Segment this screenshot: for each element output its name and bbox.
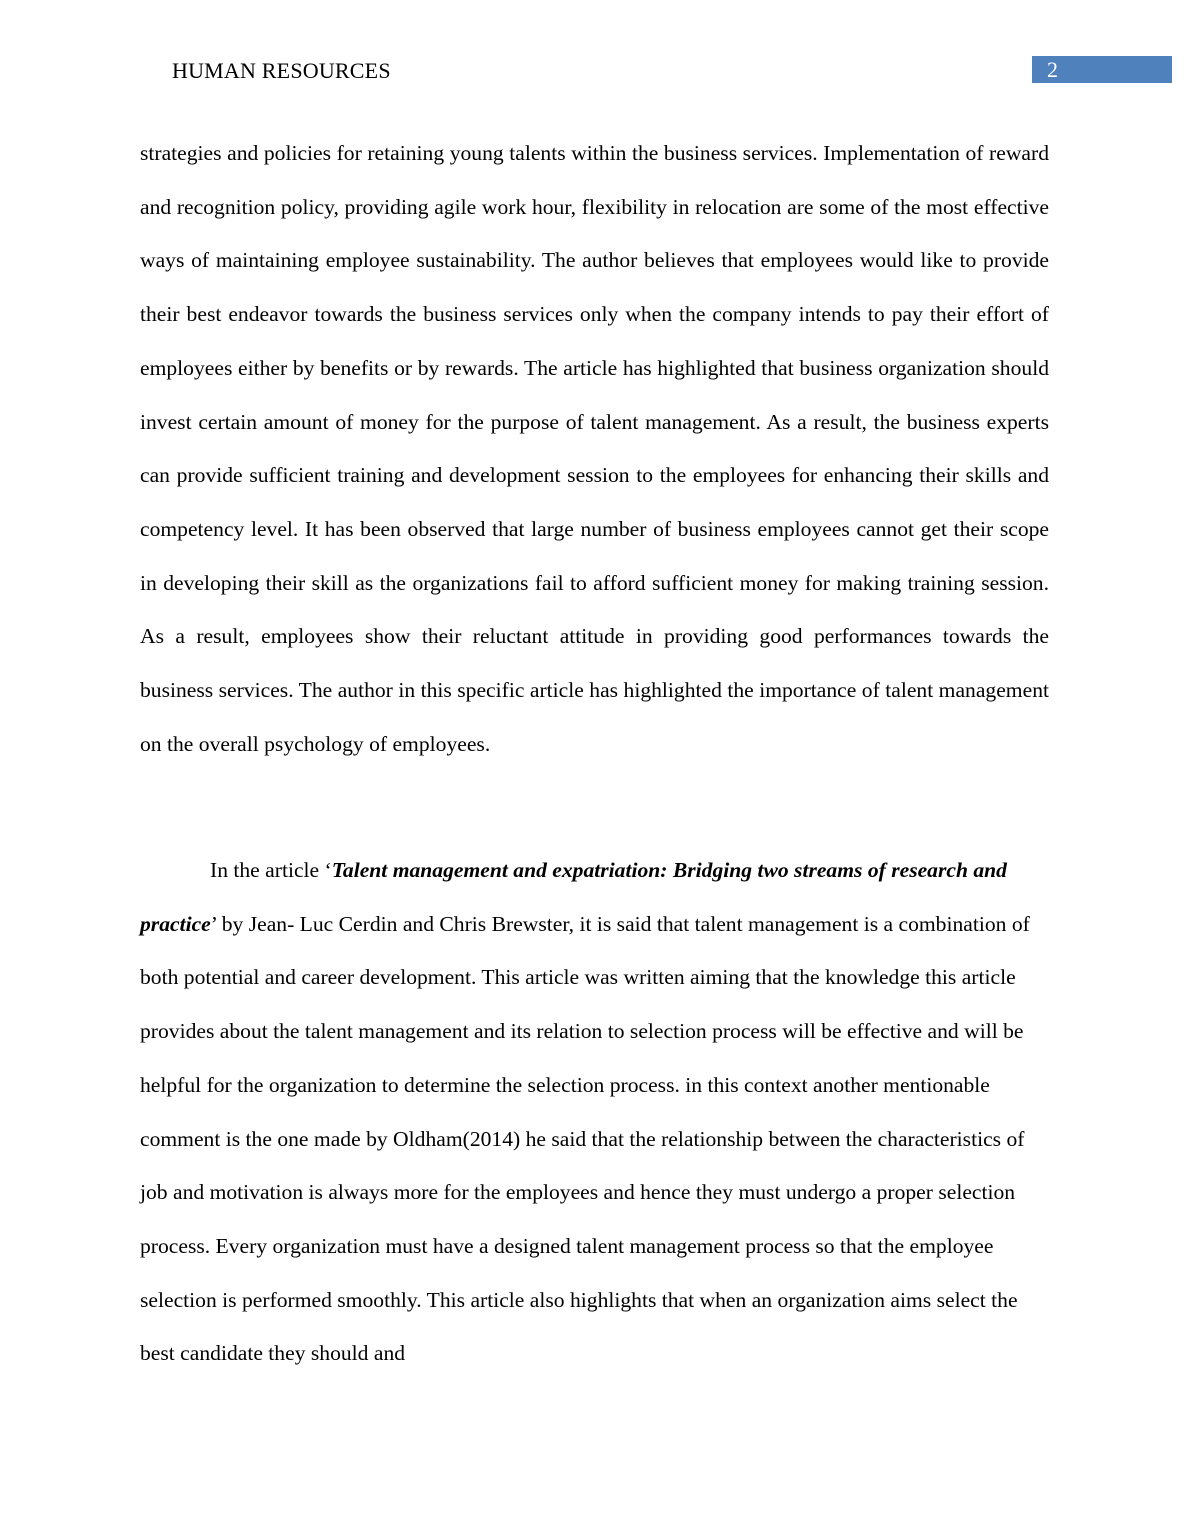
page-number-badge: [1032, 56, 1172, 83]
body-paragraph-1: strategies and policies for retaining young talents within the business services. Implementation of reward and recognition policy, providing agile work hour, flexibility in relocation are some of the most effective ways of maintaining employee sustainability. The author believes that employees would like to provide their best endeavor towards the business services only when the company intends to pay their effort of employees either by benefits or by rewards. The article has highlighted that business organization should invest certain amount of money for the purpose of talent management. As a result, the business experts can provide sufficient training and development session to the employees for enhancing their skills and competency level. It has been observed that large number of business employees cannot get their scope in developing their skill as the organizations fail to afford sufficient money for making training session. As a result, employees show their reluctant attitude in providing good performances towards the business services. The author in this specific article has highlighted the importance of talent management on the overall psychology of employees.: [140, 141, 1049, 756]
running-head: HUMAN RESOURCES: [172, 58, 391, 83]
body-paragraph-2: [140, 844, 1049, 1381]
page-number: 2: [1047, 57, 1058, 82]
paragraph-2-lead-in: In the article ‘: [210, 858, 332, 882]
article-title: Talent management and expatriation: Bridging two streams of research and practice: [140, 858, 1007, 936]
paragraph-2-text: ’ by Jean- Luc Cerdin and Chris Brewster, it is said that talent management is a combination of both potential and career development. This article was written aiming that the knowledge this article provides about the talent management and its relation to selection process will be effective and will be helpful for the organization to determine the selection process. in this context another mentionable comment is the one made by Oldham(2014) he said that the relationship between the characteristics of job and motivation is always more for the employees and hence they must undergo a proper selection process. Every organization must have a designed talent management process so that the employee selection is performed smoothly. This article also highlights that when an organization aims select the best candidate they should and: [140, 911, 1030, 1366]
